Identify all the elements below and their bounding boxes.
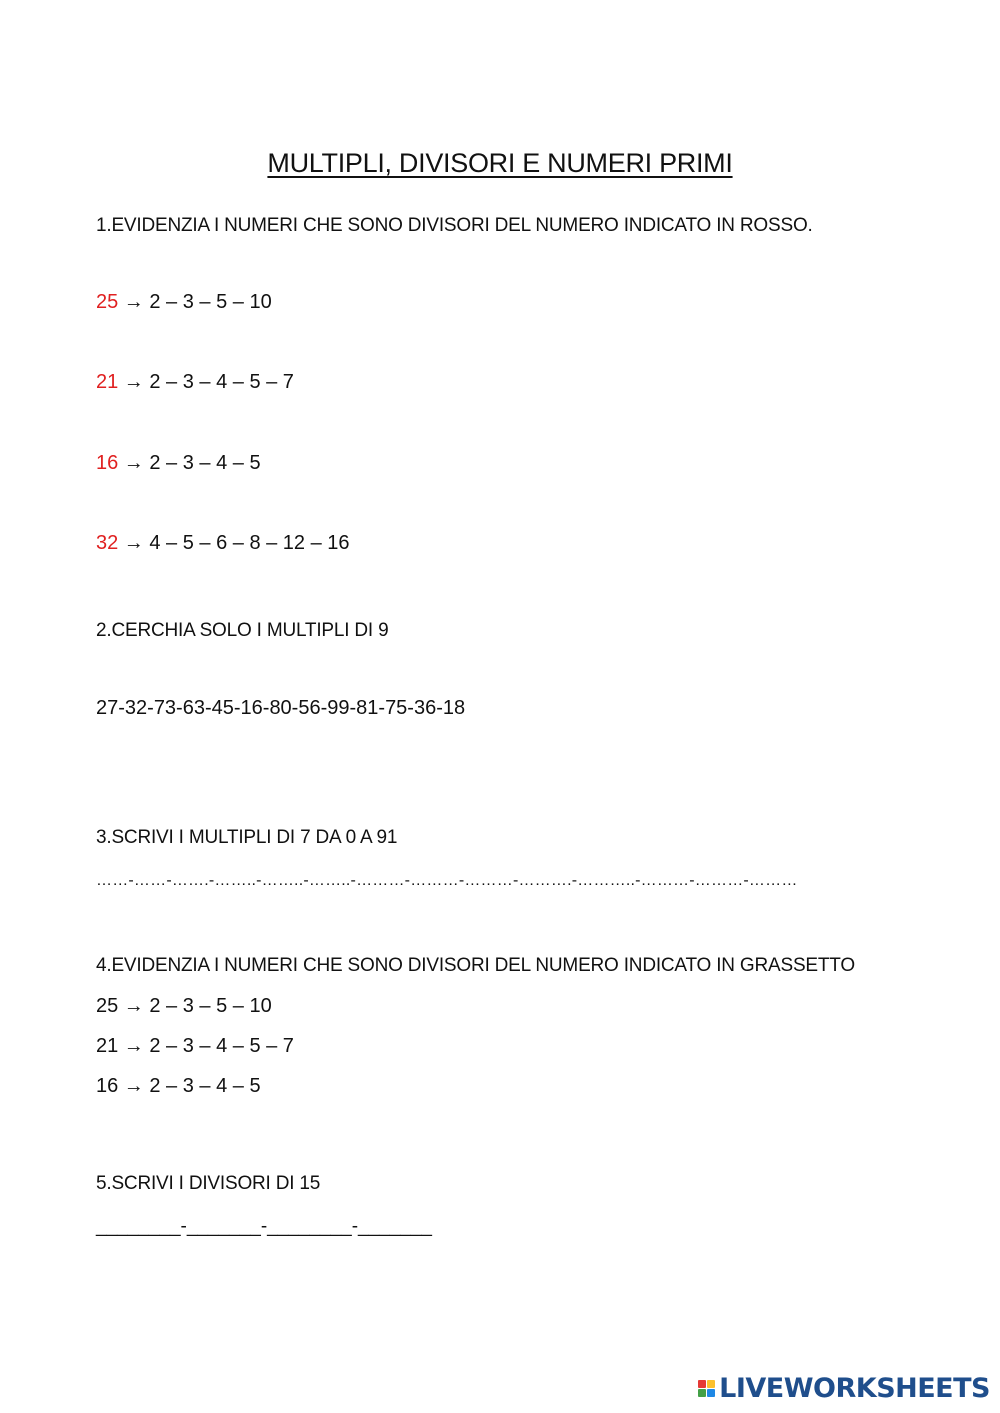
liveworksheets-logo: [698, 1371, 990, 1405]
q1-row: [96, 371, 294, 394]
logo-square-yellow: [707, 1380, 715, 1388]
q3-instruction: 3.SCRIVI I MULTIPLI DI 7 DA 0 A 91: [96, 827, 398, 848]
logo-square-red: [698, 1380, 706, 1388]
q4-row-options[interactable]: → 2 – 3 – 5 – 10: [118, 995, 272, 1017]
q1-row-number: 21: [96, 371, 119, 393]
q4-row-number: 25: [96, 995, 119, 1017]
q4-row-number: 21: [96, 1035, 119, 1057]
q4-row: [96, 995, 272, 1018]
q1-row-number: 32: [96, 532, 119, 554]
q5-instruction: 5.SCRIVI I DIVISORI DI 15: [96, 1173, 321, 1194]
q1-row-number: 16: [96, 452, 119, 474]
page-title: MULTIPLI, DIVISORI E NUMERI PRIMI: [267, 148, 733, 178]
logo-mark-icon: [698, 1380, 715, 1397]
q4-row-number: 16: [96, 1075, 119, 1097]
q1-row-options[interactable]: → 4 – 5 – 6 – 8 – 12 – 16: [118, 532, 350, 554]
q2-numbers[interactable]: 27-32-73-63-45-16-80-56-99-81-75-36-18: [96, 697, 466, 719]
q1-row-options[interactable]: → 2 – 3 – 5 – 10: [118, 291, 272, 313]
q1-row-options[interactable]: → 2 – 3 – 4 – 5: [118, 452, 261, 474]
q4-row: [96, 1075, 261, 1098]
q1-row: [96, 452, 261, 475]
q3-answer-line[interactable]: ……-……-…….-……..-……..-……..-………-………-………-……….-………..-………-………-………: [96, 872, 798, 889]
q1-row: [96, 291, 272, 314]
q1-row-options[interactable]: → 2 – 3 – 4 – 5 – 7: [118, 371, 294, 393]
logo-square-blue: [707, 1389, 715, 1397]
q4-row-options[interactable]: → 2 – 3 – 4 – 5 – 7: [118, 1035, 294, 1057]
q2-instruction: 2.CERCHIA SOLO I MULTIPLI DI 9: [96, 620, 389, 641]
q4-instruction: 4.EVIDENZIA I NUMERI CHE SONO DIVISORI DEL NUMERO INDICATO IN GRASSETTO: [96, 955, 855, 976]
logo-square-green: [698, 1389, 706, 1397]
q1-row: [96, 532, 350, 555]
q4-row: [96, 1035, 294, 1058]
q1-instruction: 1.EVIDENZIA I NUMERI CHE SONO DIVISORI DEL NUMERO INDICATO IN ROSSO.: [96, 215, 813, 236]
q1-row-number: 25: [96, 291, 119, 313]
brand-name: LIVEWORKSHEETS: [719, 1372, 990, 1404]
q4-row-options[interactable]: → 2 – 3 – 4 – 5: [118, 1075, 261, 1097]
q5-answer-line[interactable]: ________-_______-________-_______: [96, 1216, 432, 1237]
